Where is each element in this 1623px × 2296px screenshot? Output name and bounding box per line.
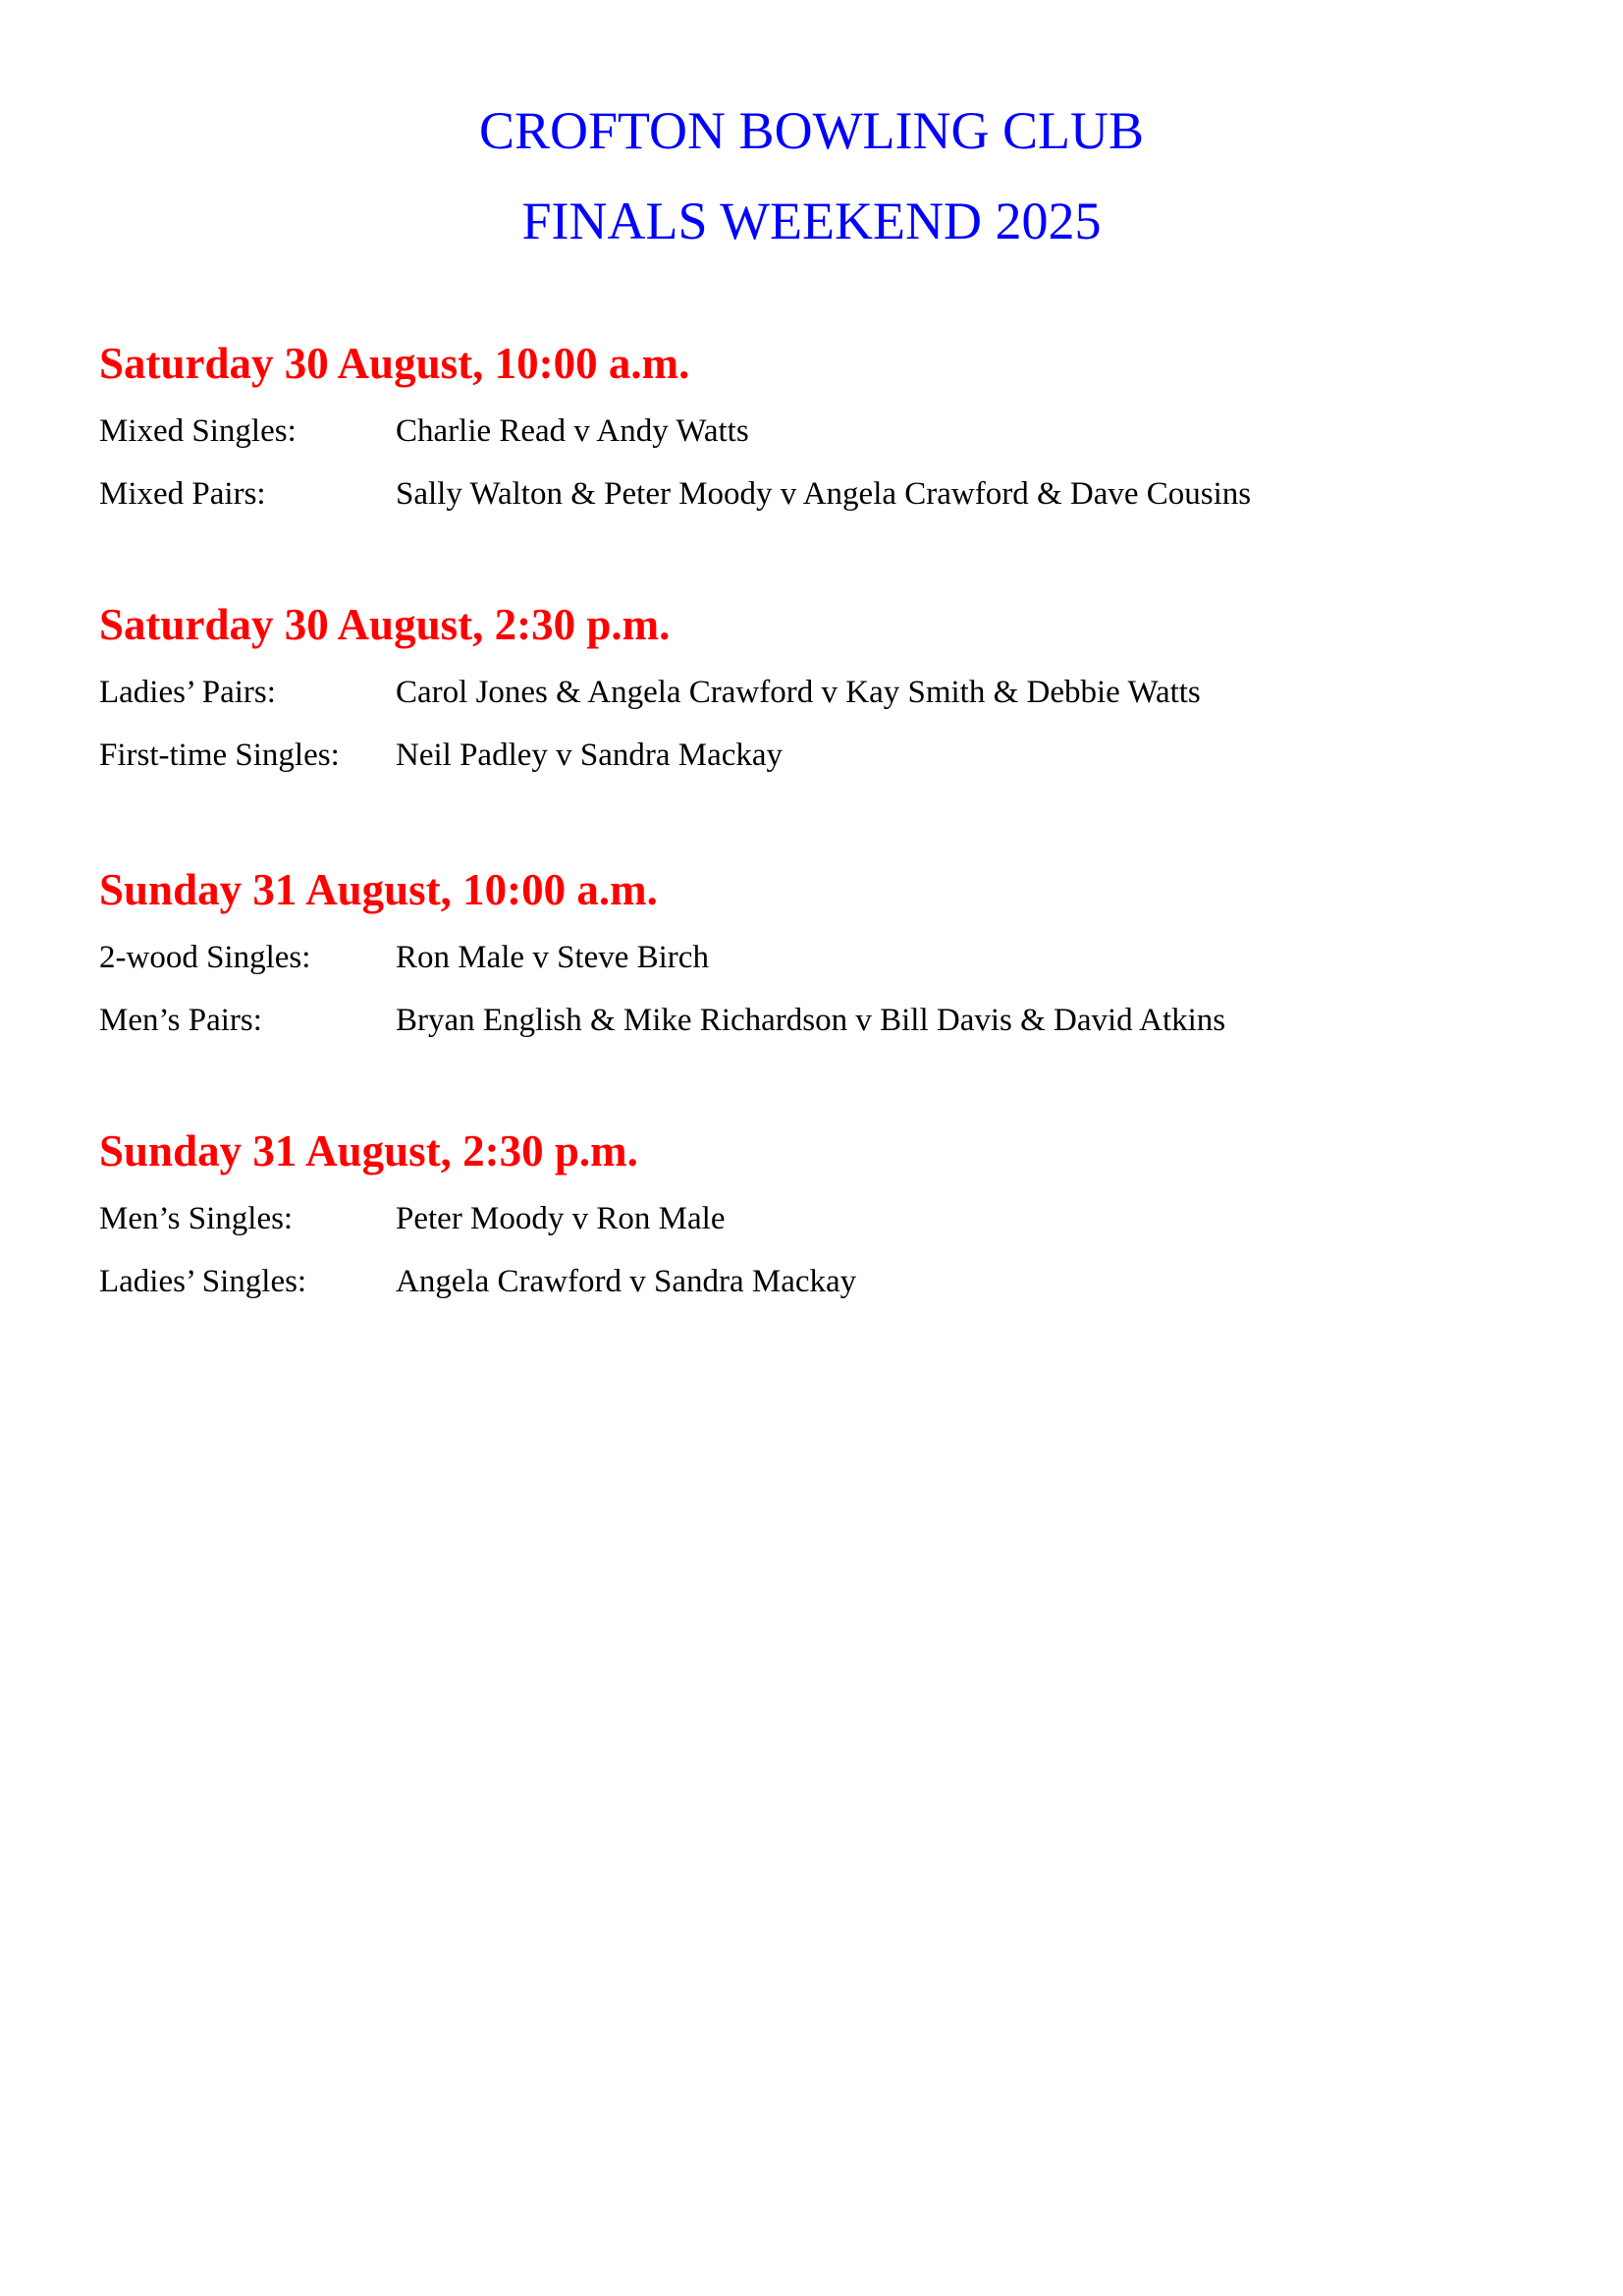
match-row xyxy=(99,415,1523,478)
match-event-label: Mixed Singles: xyxy=(99,413,297,449)
match-players: Ron Male v Steve Birch xyxy=(396,940,709,975)
match-row xyxy=(99,739,1523,802)
match-event-label: Ladies’ Singles: xyxy=(99,1264,307,1299)
match-row xyxy=(99,677,1523,739)
match-players: Neil Padley v Sandra Mackay xyxy=(396,738,784,773)
match-event-label: First-time Singles: xyxy=(99,738,340,773)
session-heading: Saturday 30 August, 2:30 p.m. xyxy=(99,600,671,649)
match-list xyxy=(99,942,1523,1067)
match-players: Bryan English & Mike Richardson v Bill Davis & David Atkins xyxy=(396,1003,1226,1038)
match-event-label: Mixed Pairs: xyxy=(99,476,266,512)
match-event-label: 2-wood Singles: xyxy=(99,940,311,975)
match-list xyxy=(99,677,1523,802)
match-row xyxy=(99,942,1523,1005)
session-heading: Saturday 30 August, 10:00 a.m. xyxy=(99,339,690,388)
match-row xyxy=(99,1266,1523,1329)
club-name-title: CROFTON BOWLING CLUB xyxy=(478,101,1145,160)
session-heading: Sunday 31 August, 2:30 p.m. xyxy=(99,1126,638,1175)
session-heading: Sunday 31 August, 10:00 a.m. xyxy=(99,865,658,914)
match-row xyxy=(99,1005,1523,1067)
session-block xyxy=(99,600,1523,802)
match-row xyxy=(99,478,1523,541)
match-event-label: Men’s Pairs: xyxy=(99,1003,262,1038)
match-players: Angela Crawford v Sandra Mackay xyxy=(396,1264,857,1299)
match-players: Peter Moody v Ron Male xyxy=(396,1201,726,1236)
match-row xyxy=(99,1203,1523,1266)
match-list xyxy=(99,1203,1523,1329)
event-title: FINALS WEEKEND 2025 xyxy=(521,191,1102,250)
match-event-label: Ladies’ Pairs: xyxy=(99,675,276,710)
session-block xyxy=(99,1126,1523,1329)
session-block xyxy=(99,339,1523,541)
match-list xyxy=(99,415,1523,541)
match-players: Charlie Read v Andy Watts xyxy=(396,413,749,449)
match-players: Carol Jones & Angela Crawford v Kay Smith & Debbie Watts xyxy=(396,675,1201,710)
match-event-label: Men’s Singles: xyxy=(99,1201,294,1236)
session-block xyxy=(99,865,1523,1067)
match-players: Sally Walton & Peter Moody v Angela Crawford & Dave Cousins xyxy=(396,476,1252,512)
